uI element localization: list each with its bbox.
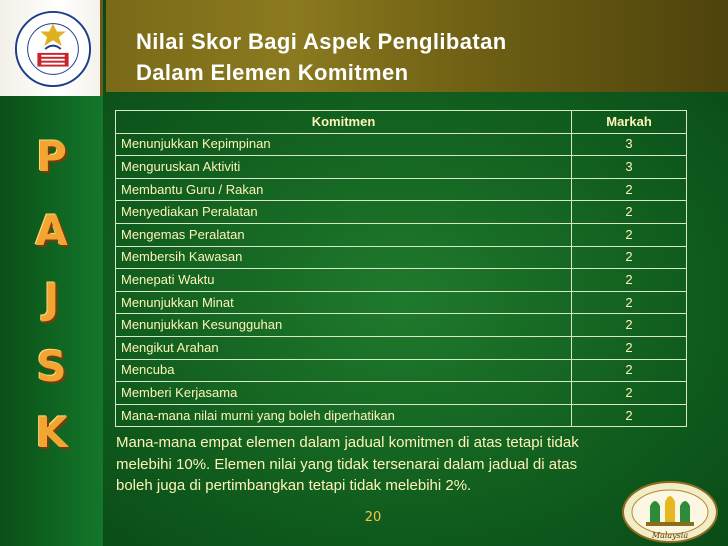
table-header-row: [116, 111, 687, 134]
row-markah: 2: [572, 336, 687, 359]
pajsk-letter-s: S: [36, 342, 67, 391]
table-row: [116, 382, 687, 405]
pajsk-banner: [0, 96, 103, 546]
pajsk-letter-p: P: [36, 132, 67, 181]
row-markah: 2: [572, 246, 687, 269]
table-row: [116, 133, 687, 156]
row-markah: 2: [572, 201, 687, 224]
note-line: Mana-mana empat elemen dalam jadual komitmen di atas tetapi tidak: [116, 434, 579, 451]
row-markah: 3: [572, 133, 687, 156]
table-row: [116, 359, 687, 382]
row-komitmen: Menyediakan Peralatan: [116, 201, 572, 224]
row-markah: 2: [572, 223, 687, 246]
note-line: boleh juga di pertimbangkan tetapi tidak melebihi 2%.: [116, 477, 472, 494]
row-komitmen: Menguruskan Aktiviti: [116, 156, 572, 179]
emblem-caption: Malaysia: [651, 531, 689, 540]
sidebar: [0, 0, 103, 546]
header-markah: Markah: [572, 111, 687, 134]
title-bar: [106, 0, 728, 92]
pajsk-letter-j: J: [43, 274, 60, 323]
row-markah: 3: [572, 156, 687, 179]
note-text: [116, 432, 691, 497]
page-number: 20: [364, 510, 382, 525]
table-row: [116, 291, 687, 314]
row-markah: 2: [572, 314, 687, 337]
row-markah: 2: [572, 404, 687, 427]
row-komitmen: Membantu Guru / Rakan: [116, 178, 572, 201]
table-row: [116, 314, 687, 337]
row-markah: 2: [572, 269, 687, 292]
table-row: [116, 269, 687, 292]
table-row: [116, 201, 687, 224]
row-komitmen: Menunjukkan Minat: [116, 291, 572, 314]
row-komitmen: Mengikut Arahan: [116, 336, 572, 359]
row-komitmen: Mengemas Peralatan: [116, 223, 572, 246]
komitmen-table: [115, 110, 687, 427]
table-row: [116, 178, 687, 201]
slide-title: [136, 26, 507, 88]
row-komitmen: Membersih Kawasan: [116, 246, 572, 269]
table-row: [116, 246, 687, 269]
row-komitmen: Menunjukkan Kepimpinan: [116, 133, 572, 156]
slide-title-line1: Nilai Skor Bagi Aspek Penglibatan: [136, 29, 507, 54]
table-row: [116, 156, 687, 179]
row-komitmen: Menunjukkan Kesungguhan: [116, 314, 572, 337]
note-line: melebihi 10%. Elemen nilai yang tidak tersenarai dalam jadual di atas: [116, 455, 578, 473]
table-row: [116, 404, 687, 427]
row-komitmen: Memberi Kerjasama: [116, 382, 572, 405]
row-komitmen: Menepati Waktu: [116, 269, 572, 292]
table-row: [116, 223, 687, 246]
row-markah: 2: [572, 359, 687, 382]
ministry-logo-icon: [14, 10, 92, 88]
slide-title-line2: Dalam Elemen Komitmen: [136, 60, 409, 85]
pajsk-letter-k: K: [35, 408, 68, 457]
row-komitmen: Mencuba: [116, 359, 572, 382]
row-markah: 2: [572, 382, 687, 405]
jpn-emblem-icon: [620, 478, 720, 544]
header-komitmen: Komitmen: [116, 111, 572, 134]
row-markah: 2: [572, 178, 687, 201]
table-row: [116, 336, 687, 359]
row-komitmen: Mana-mana nilai murni yang boleh diperhatikan: [116, 404, 572, 427]
row-markah: 2: [572, 291, 687, 314]
pajsk-letter-a: A: [35, 206, 68, 255]
